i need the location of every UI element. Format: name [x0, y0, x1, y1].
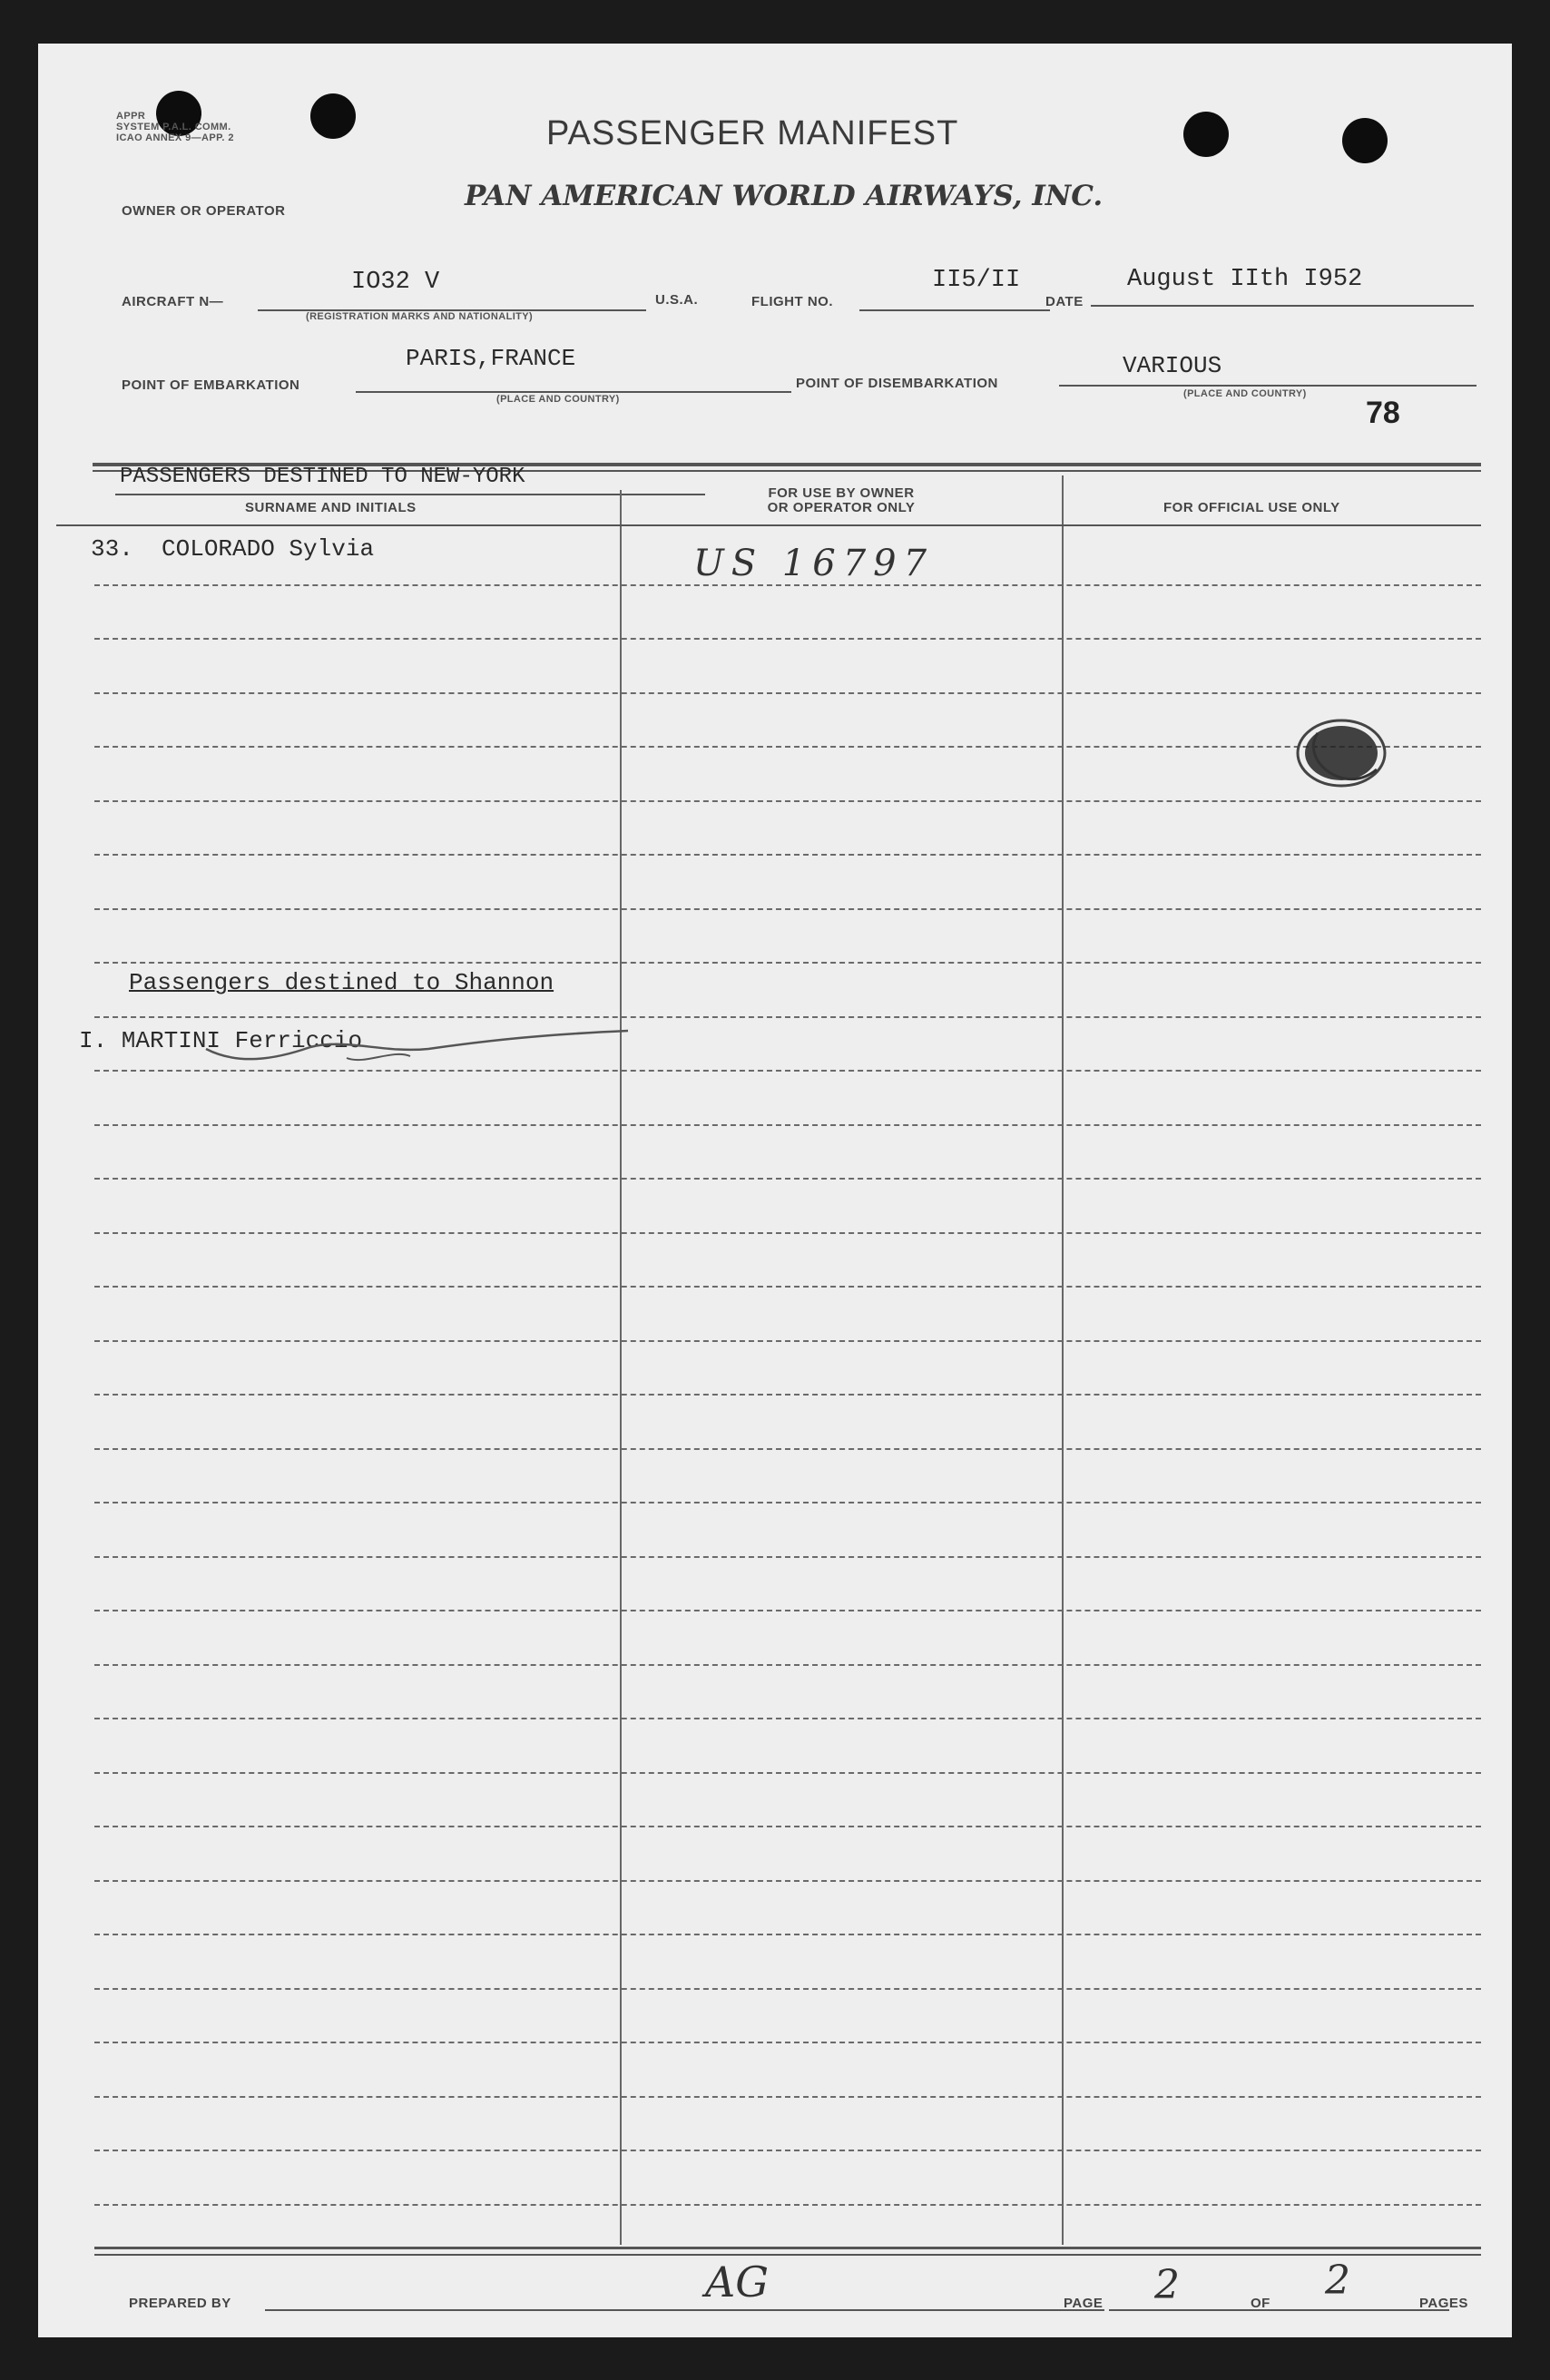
page-label: PAGE — [1064, 2296, 1104, 2311]
embark-value: PARIS,FRANCE — [406, 345, 576, 372]
page-title: PASSENGER MANIFEST — [546, 114, 959, 152]
passenger-entry-1: 33. COLORADO Sylvia — [91, 535, 375, 563]
disembark-label: POINT OF DISEMBARKATION — [796, 376, 998, 391]
ink-stamp-mark — [1290, 715, 1390, 797]
of-value: 2 — [1325, 2258, 1350, 2304]
col-official-header: FOR OFFICIAL USE ONLY — [1163, 500, 1340, 515]
operator-name: PAN AMERICAN WORLD AIRWAYS, INC. — [465, 180, 1104, 212]
col-owner-header: FOR USE BY OWNER OR OPERATOR ONLY — [767, 485, 916, 515]
section-new-york: PASSENGERS DESTINED TO NEW-YORK — [120, 465, 525, 489]
aircraft-label: AIRCRAFT N— — [122, 294, 224, 309]
aircraft-value: IO32 V — [351, 269, 440, 296]
date-label: DATE — [1045, 294, 1084, 309]
passenger-entry-2: I. MARTINI Ferriccio — [79, 1027, 363, 1054]
section-shannon: Passengers destined to Shannon — [129, 969, 554, 996]
strike-through-mark — [201, 1022, 637, 1067]
of-label: OF — [1251, 2296, 1270, 2311]
date-value: August IIth I952 — [1127, 266, 1363, 293]
disembark-value: VARIOUS — [1123, 352, 1222, 379]
punch-hole — [1183, 112, 1229, 157]
prepared-by-initials: AG — [705, 2258, 769, 2307]
operator-note-1: US 16797 — [693, 543, 935, 584]
aircraft-sub: (REGISTRATION MARKS AND NATIONALITY) — [306, 311, 534, 322]
col-surname-header: SURNAME AND INITIALS — [245, 500, 417, 515]
page-value: 2 — [1154, 2262, 1180, 2308]
flight-no-value: II5/II — [932, 267, 1021, 294]
punch-hole — [1342, 118, 1388, 163]
flight-no-label: FLIGHT NO. — [751, 294, 833, 309]
embark-sub: (PLACE AND COUNTRY) — [496, 394, 620, 405]
owner-label: OWNER OR OPERATOR — [122, 203, 286, 219]
prepared-by-label: PREPARED BY — [129, 2296, 231, 2311]
embark-label: POINT OF EMBARKATION — [122, 377, 300, 393]
pages-label: PAGES — [1419, 2296, 1468, 2311]
punch-hole — [310, 93, 356, 139]
nationality: U.S.A. — [655, 292, 699, 308]
disembark-sub: (PLACE AND COUNTRY) — [1183, 388, 1307, 399]
approval-text: APPR SYSTEM P.A.L. COMM. ICAO ANNEX 9—APP. 2 — [116, 111, 234, 143]
manifest-page — [38, 44, 1512, 2337]
sheet-number: 78 — [1366, 396, 1400, 430]
